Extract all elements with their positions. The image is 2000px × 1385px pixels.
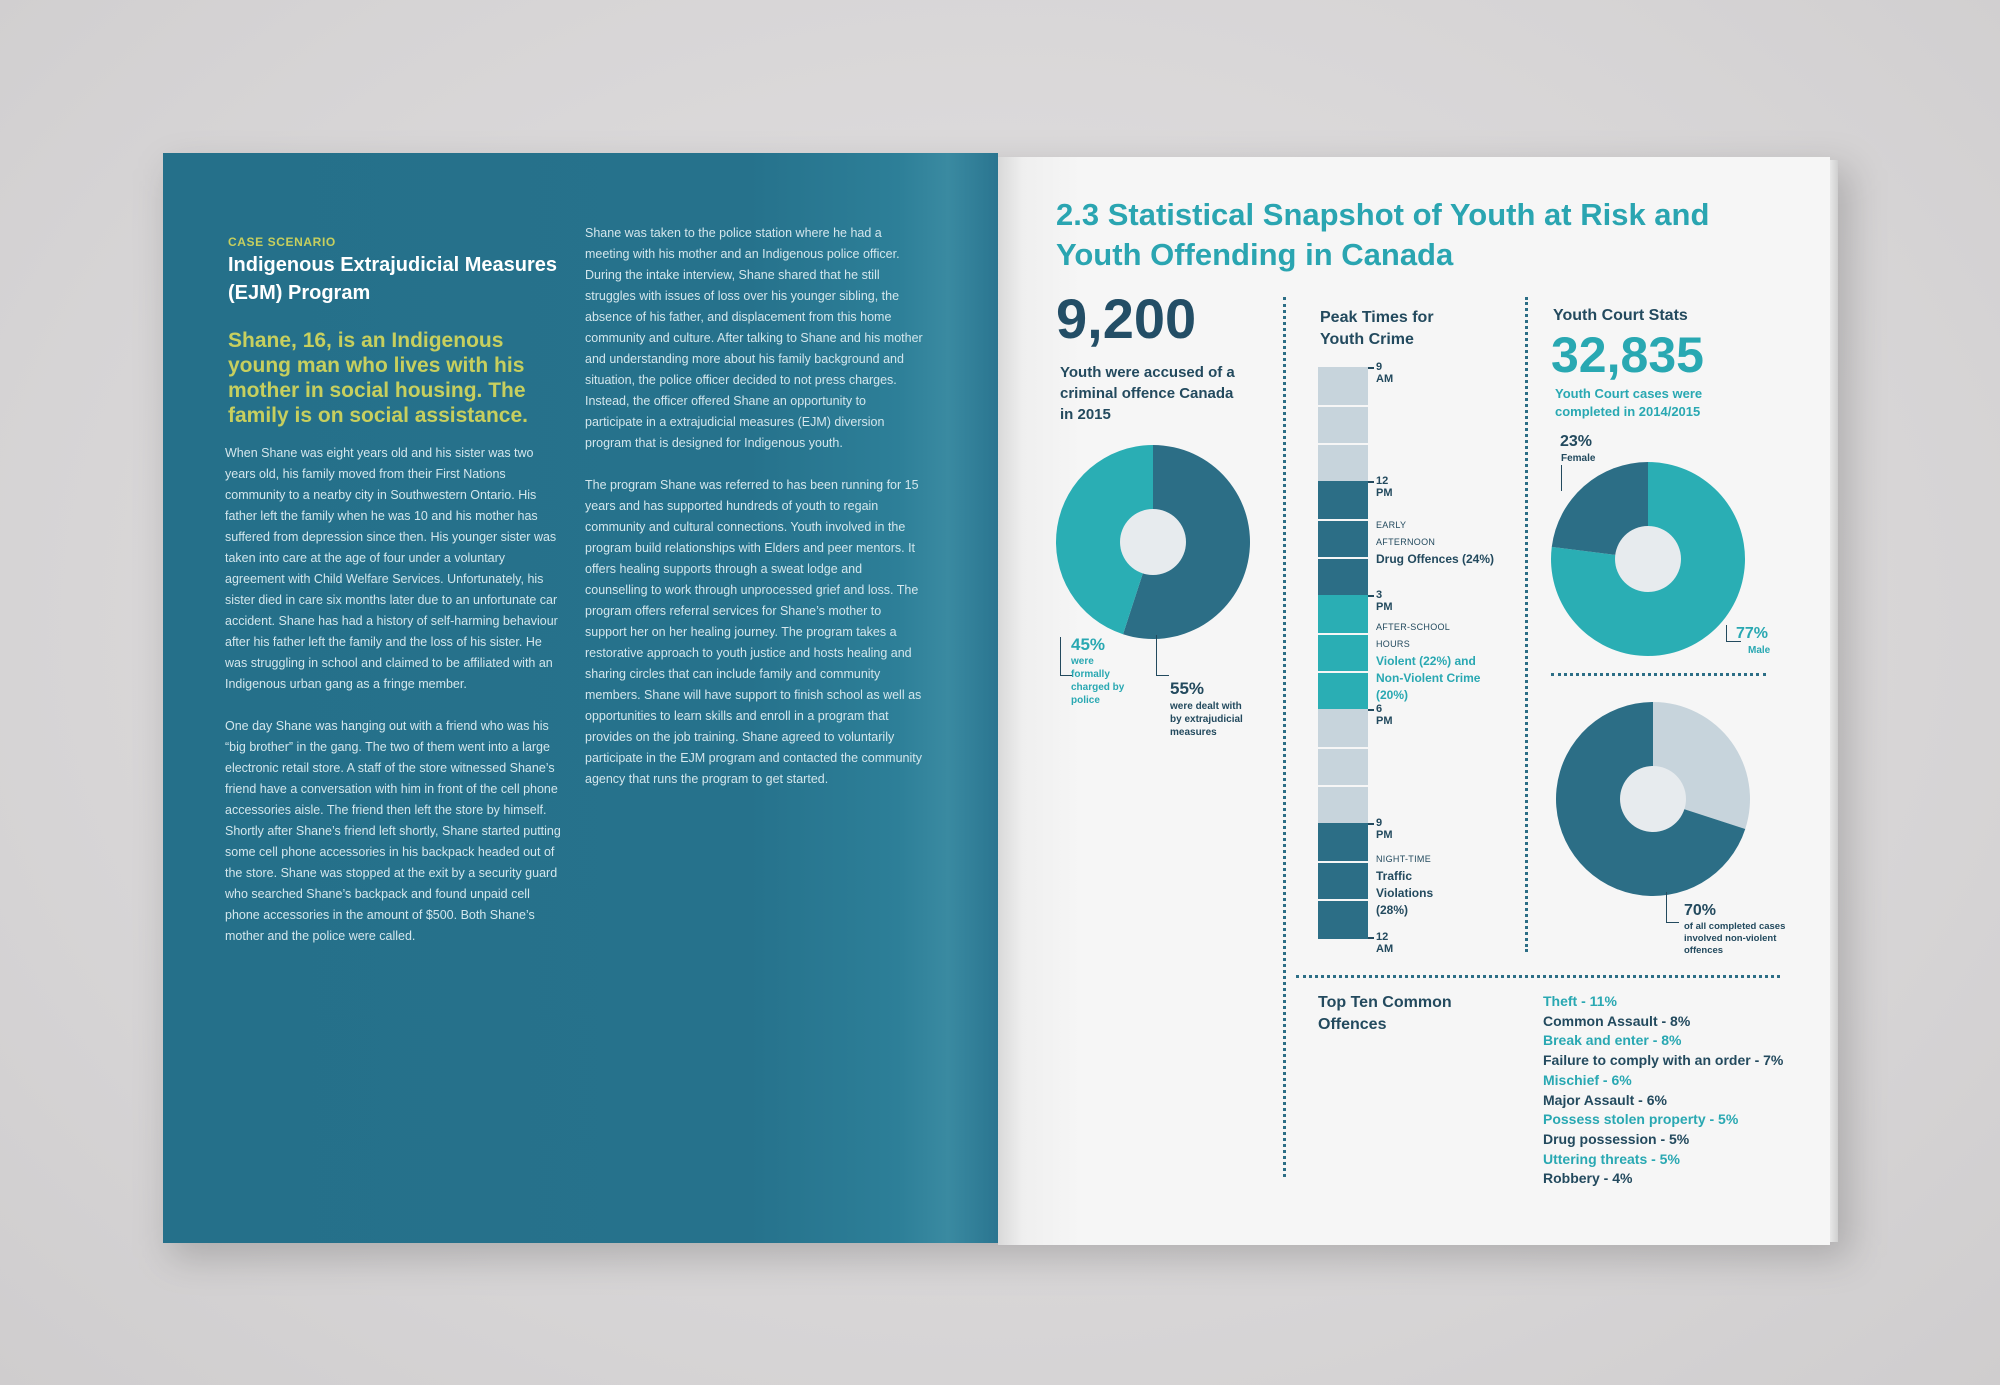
right-page — [998, 157, 1830, 1245]
male-pct: 77% — [1736, 625, 1769, 642]
pct-45-text: were formally charged by police — [1071, 656, 1125, 706]
time-label: 9 PM — [1376, 817, 1393, 841]
paragraph: Shane was taken to the police station where he had a meeting with his mother and an Indigenous police officer. During the intake interview, Shane shared that he still struggles with issues of loss over his younger sibling, the absence of his father, and displacement from this home community and culture. After talking to Shane and his mother and understanding more about his family background and situation, the police officer decided to not press charges. Instead, the officer offered Shane an opportunity to participate in a extrajudicial measures (EJM) diversion program that is designed for Indigenous youth. — [585, 226, 923, 450]
offence-item: Major Assault - 6% — [1543, 1091, 1667, 1108]
segment-text: Violent (22%) and Non-Violent Crime (20%) — [1376, 654, 1481, 702]
time-segment-morning — [1318, 367, 1368, 481]
leader-line — [1666, 892, 1679, 923]
page-edge — [1830, 160, 1838, 1242]
paragraph: When Shane was eight years old and his sister was two years old, his family moved from their First Nations community to a nearby city in Southwestern Ontario. His father left the family when he was 10 and his mother has suffered from depression since then. His younger sister was taken into care at the age of four under a voluntary agreement with Child Welfare Services. Unfortunately, his sister died in care six months later due to an unfortunate car accident. Shane has had a history of self-harming behaviour after his father left the family and the loss of his sister. He was struggling in school and claimed to be affiliated with an Indigenous urban gang as a fringe member. — [225, 446, 558, 691]
pct-55-text: were dealt with by extrajudicial measures — [1170, 701, 1243, 738]
early-afternoon-note — [1376, 517, 1506, 568]
pct-55: 55% — [1170, 679, 1205, 698]
segment-text: Traffic Violations (28%) — [1376, 869, 1434, 917]
time-segment-evening — [1318, 709, 1368, 823]
segment-small-label: NIGHT-TIME — [1376, 854, 1431, 864]
offence-item: Robbery - 4% — [1543, 1170, 1633, 1187]
case-title: Indigenous Extrajudicial Measures (EJM) Program — [228, 254, 557, 304]
time-label: 12 AM — [1376, 931, 1394, 955]
court-title: Youth Court Stats — [1553, 307, 1688, 324]
offence-item: Theft - 11% — [1543, 993, 1617, 1009]
time-label: 3 PM — [1376, 589, 1393, 613]
divider-vertical — [1283, 297, 1286, 1177]
divider-vertical — [1525, 297, 1528, 952]
donut-hole — [1120, 509, 1186, 575]
court-number: 32,835 — [1551, 327, 1704, 383]
divider-horizontal — [1551, 673, 1766, 676]
top-ten-title: Top Ten Common Offences — [1318, 994, 1452, 1033]
offence-item: Drug possession - 5% — [1543, 1130, 1690, 1147]
offence-list — [1543, 992, 1813, 1189]
female-label: Female — [1561, 453, 1596, 464]
offence-item: Failure to comply with an order - 7% — [1543, 1052, 1784, 1069]
time-segment-early-afternoon — [1318, 481, 1368, 595]
accused-number: 9,200 — [1056, 287, 1197, 350]
donut-hole — [1615, 526, 1681, 592]
leader-line — [1156, 635, 1169, 676]
accused-caption: Youth were accused of a criminal offence Canada in 2015 — [1060, 364, 1235, 423]
segment-small-label: EARLY AFTERNOON — [1376, 520, 1436, 547]
body-column-1 — [225, 443, 565, 968]
time-segment-night — [1318, 823, 1368, 939]
segment-text: Drug Offences (24%) — [1376, 552, 1495, 566]
time-bar — [1318, 361, 1495, 955]
peak-title: Peak Times for Youth Crime — [1320, 309, 1434, 348]
time-label: 9 AM — [1376, 361, 1394, 385]
time-label: 6 PM — [1376, 703, 1393, 727]
offence-item: Break and enter - 8% — [1543, 1032, 1682, 1049]
left-page — [163, 153, 998, 1243]
offence-item: Common Assault - 8% — [1543, 1012, 1691, 1029]
paragraph: The program Shane was referred to has been running for 15 years and has supported hundreds of youth to regain community and cultural connections. Youth involved in the program build relationships with Elders and peer mentors. It offers healing supports through a sweat lodge and counselling to work through unprocessed grief and loss. The program offers referral services for Shane’s mother to support her on her healing journey. The program takes a restorative approach to youth justice and hosts healing and sharing circles that can include family and community members. Shane will have support to finish school as well as opportunities to learn skills and enroll in a program that provides on the job training. Shane agreed to voluntarily participate in the EJM program and contacted the community agency that runs the program to get started. — [585, 478, 922, 786]
accused-donut — [1053, 442, 1253, 642]
divider-horizontal — [1296, 975, 1780, 978]
case-kicker: CASE SCENARIO — [228, 235, 336, 249]
offence-item: Mischief - 6% — [1543, 1071, 1632, 1088]
offence-item: Uttering threats - 5% — [1543, 1150, 1680, 1167]
time-segment-after-school — [1318, 595, 1368, 709]
segment-small-label: AFTER-SCHOOL HOURS — [1376, 622, 1450, 649]
court-caption: Youth Court cases were completed in 2014/2015 — [1555, 386, 1703, 419]
nonviolent-pct: 70% — [1684, 902, 1717, 919]
time-label: 12 PM — [1376, 475, 1393, 499]
nonviolent-text: of all completed cases involved non-violent offences — [1684, 921, 1786, 956]
night-time-note — [1376, 851, 1486, 919]
lead-paragraph: Shane, 16, is an Indigenous young man who lives with his mother in social housing. The family is on social assistance. — [228, 329, 528, 427]
female-pct: 23% — [1560, 433, 1593, 450]
body-column-2 — [585, 223, 925, 811]
offence-item: Possess stolen property - 5% — [1543, 1111, 1739, 1128]
paragraph: One day Shane was hanging out with a friend who was his “big brother” in the gang. The two of them went into a large electronic retail store. A staff of the store witnessed Shane’s friend have a conversation with him in front of the cell phone accessories aisle. The friend then left the store by himself. Shortly after Shane’s friend left shortly, Shane started putting some cell phone accessories in his backpack headed out of the store. Shane was stopped at the exit by a security guard who searched Shane’s backpack and found unpaid cell phone accessories in the amount of $500. Both Shane’s mother and the police were called. — [225, 719, 561, 943]
nonviolent-donut — [1553, 699, 1753, 899]
page-title: 2.3 Statistical Snapshot of Youth at Risk and Youth Offending in Canada — [1056, 197, 1710, 272]
male-label: Male — [1748, 645, 1771, 656]
donut-hole — [1620, 766, 1686, 832]
pct-45: 45% — [1071, 635, 1106, 654]
gender-donut — [1548, 459, 1748, 659]
after-school-note — [1376, 619, 1486, 704]
